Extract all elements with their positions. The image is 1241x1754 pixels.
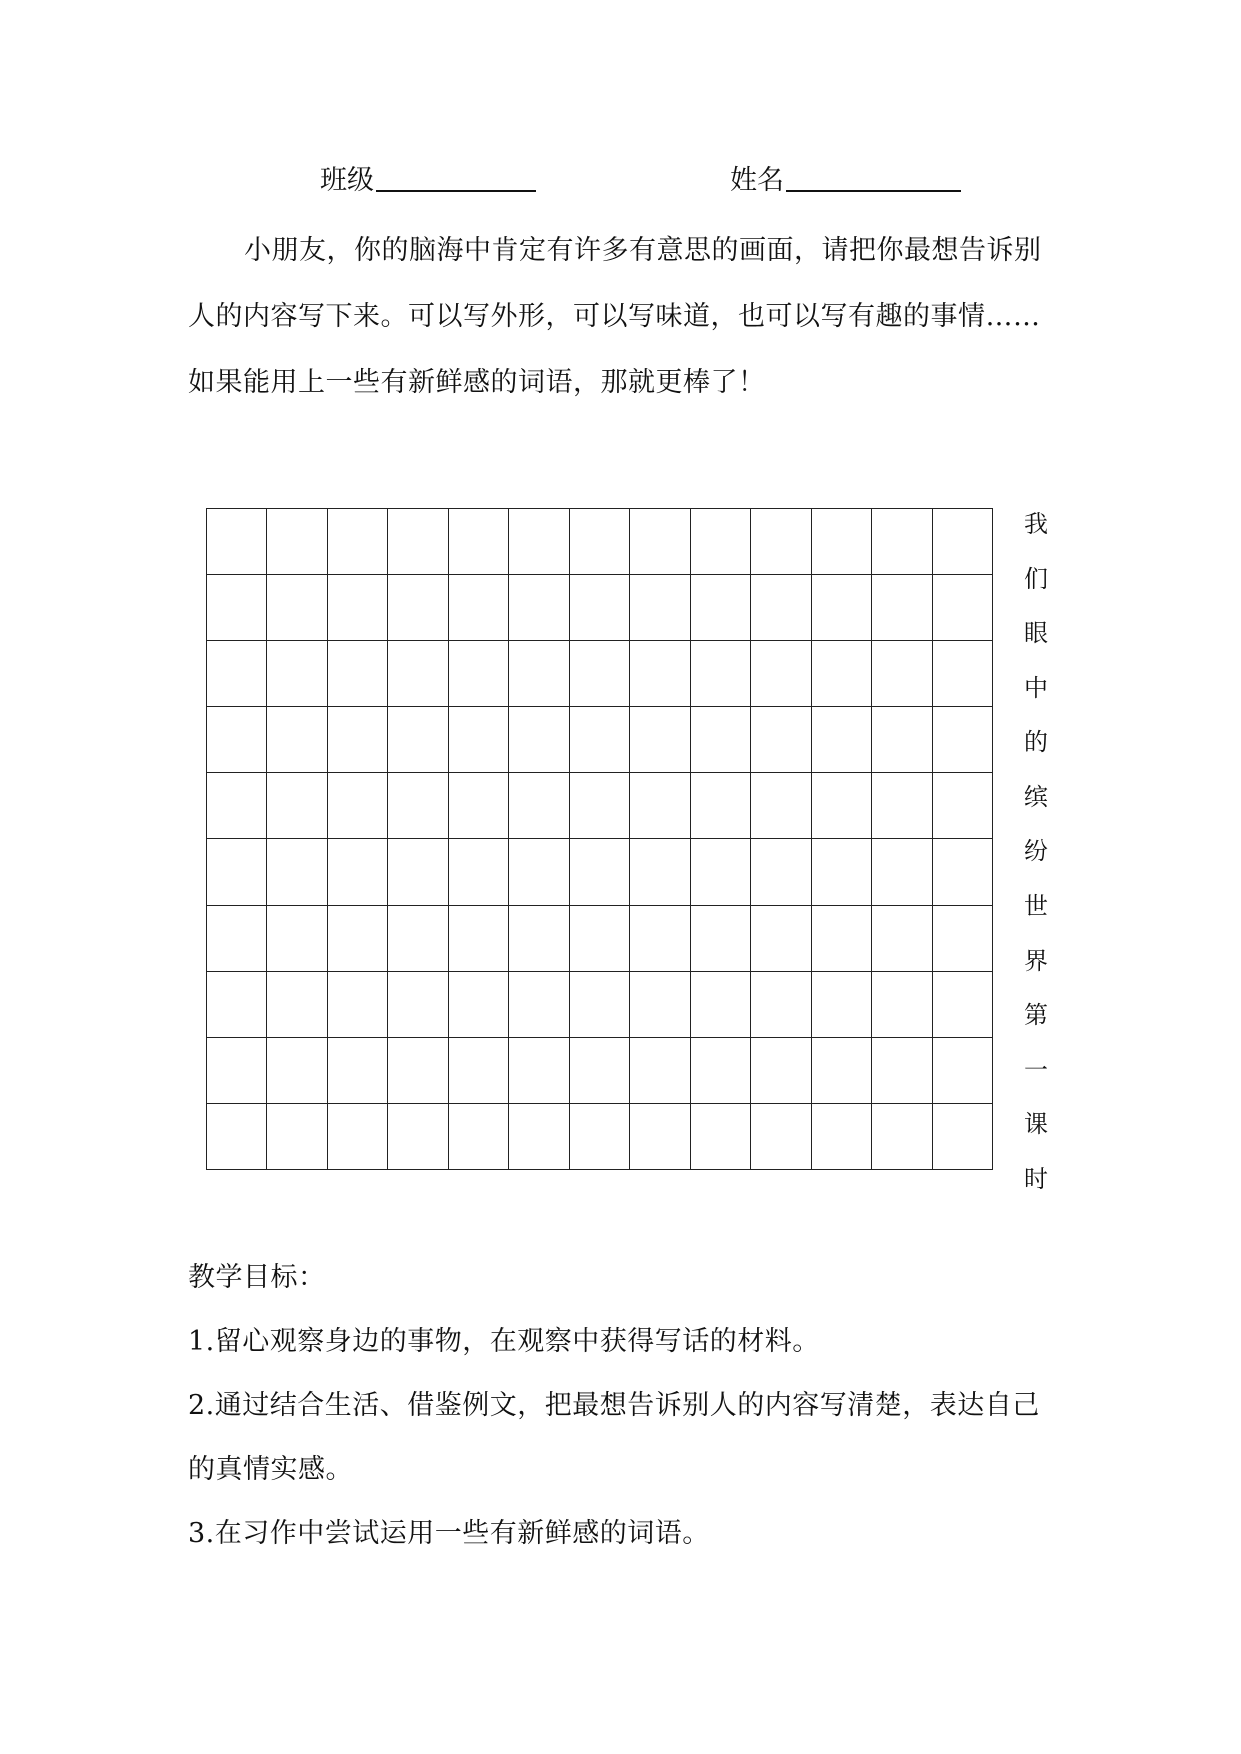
grid-cell[interactable]	[691, 773, 751, 839]
grid-cell[interactable]	[691, 641, 751, 707]
vertical-title-char: 缤	[1024, 782, 1048, 811]
grid-cell[interactable]	[872, 906, 932, 972]
grid-cell[interactable]	[328, 707, 388, 773]
grid-cell[interactable]	[812, 906, 872, 972]
grid-cell[interactable]	[691, 1104, 751, 1170]
grid-cell[interactable]	[812, 641, 872, 707]
grid-cell[interactable]	[388, 906, 448, 972]
grid-cell[interactable]	[751, 707, 811, 773]
grid-cell[interactable]	[570, 972, 630, 1038]
grid-cell[interactable]	[267, 972, 327, 1038]
grid-cell[interactable]	[449, 1038, 509, 1104]
grid-cell[interactable]	[267, 641, 327, 707]
grid-cell[interactable]	[509, 1104, 569, 1170]
grid-cell[interactable]	[207, 575, 267, 641]
grid-cell[interactable]	[933, 641, 993, 707]
grid-cell[interactable]	[812, 972, 872, 1038]
grid-cell[interactable]	[812, 509, 872, 575]
grid-cell[interactable]	[267, 839, 327, 905]
grid-cell[interactable]	[207, 773, 267, 839]
vertical-title-char: 课	[1024, 1110, 1048, 1139]
grid-cell[interactable]	[328, 1104, 388, 1170]
grid-cell[interactable]	[509, 509, 569, 575]
name-field	[730, 160, 961, 202]
grid-cell[interactable]	[872, 773, 932, 839]
grid-cell[interactable]	[691, 839, 751, 905]
grid-cell[interactable]	[812, 773, 872, 839]
vertical-title-char: 第	[1024, 1001, 1048, 1030]
grid-cell[interactable]	[328, 641, 388, 707]
grid-cell[interactable]	[751, 773, 811, 839]
grid-cell[interactable]	[812, 1038, 872, 1104]
grid-cell[interactable]	[872, 575, 932, 641]
objective-item: 1.留心观察身边的事物，在观察中获得写话的材料。	[188, 1326, 820, 1357]
grid-cell[interactable]	[267, 1104, 327, 1170]
grid-cell[interactable]	[570, 839, 630, 905]
grid-cell[interactable]	[812, 839, 872, 905]
grid-cell[interactable]	[630, 906, 690, 972]
grid-cell[interactable]	[388, 641, 448, 707]
grid-cell[interactable]	[933, 839, 993, 905]
grid-cell[interactable]	[933, 707, 993, 773]
grid-cell[interactable]	[691, 707, 751, 773]
grid-cell[interactable]	[449, 641, 509, 707]
grid-cell[interactable]	[328, 575, 388, 641]
grid-cell[interactable]	[933, 575, 993, 641]
intro-paragraph: 小朋友，你的脑海中肯定有许多有意思的画面，请把你最想告诉别人的内容写下来。可以写外形，可以写味道，也可以写有趣的事情……如果能用上一些有新鲜感的词语，那就更棒了！	[188, 235, 1042, 398]
grid-cell[interactable]	[207, 1038, 267, 1104]
grid-cell[interactable]	[570, 773, 630, 839]
vertical-title-char: 时	[1024, 1164, 1048, 1193]
vertical-title-char: 们	[1024, 564, 1048, 593]
grid-cell[interactable]	[388, 1038, 448, 1104]
class-blank-line[interactable]	[376, 160, 536, 192]
grid-cell[interactable]	[872, 707, 932, 773]
grid-cell[interactable]	[267, 509, 327, 575]
grid-cell[interactable]	[509, 773, 569, 839]
grid-cell[interactable]	[630, 972, 690, 1038]
grid-cell[interactable]	[630, 1038, 690, 1104]
grid-cell[interactable]	[388, 839, 448, 905]
grid-cell[interactable]	[630, 839, 690, 905]
grid-cell[interactable]	[630, 1104, 690, 1170]
grid-cell[interactable]	[933, 1104, 993, 1170]
grid-cell[interactable]	[449, 509, 509, 575]
grid-cell[interactable]	[207, 707, 267, 773]
grid-cell[interactable]	[630, 641, 690, 707]
grid-cell[interactable]	[872, 641, 932, 707]
grid-cell[interactable]	[933, 906, 993, 972]
grid-cell[interactable]	[751, 641, 811, 707]
grid-cell[interactable]	[509, 707, 569, 773]
grid-cell[interactable]	[449, 1104, 509, 1170]
grid-cell[interactable]	[388, 773, 448, 839]
grid-cell[interactable]	[267, 575, 327, 641]
grid-cell[interactable]	[751, 1104, 811, 1170]
grid-cell[interactable]	[751, 839, 811, 905]
grid-cell[interactable]	[388, 575, 448, 641]
grid-cell[interactable]	[570, 1038, 630, 1104]
grid-cell[interactable]	[509, 641, 569, 707]
grid-cell[interactable]	[207, 972, 267, 1038]
grid-cell[interactable]	[751, 575, 811, 641]
grid-cell[interactable]	[509, 839, 569, 905]
objective-item: 3.在习作中尝试运用一些有新鲜感的词语。	[188, 1518, 710, 1549]
grid-cell[interactable]	[509, 972, 569, 1038]
grid-cell[interactable]	[751, 509, 811, 575]
name-blank-line[interactable]	[786, 160, 961, 192]
grid-cell[interactable]	[933, 773, 993, 839]
grid-cell[interactable]	[388, 707, 448, 773]
grid-cell[interactable]	[570, 509, 630, 575]
grid-cell[interactable]	[267, 906, 327, 972]
grid-cell[interactable]	[388, 1104, 448, 1170]
grid-cell[interactable]	[509, 906, 569, 972]
grid-cell[interactable]	[630, 773, 690, 839]
grid-cell[interactable]	[691, 1038, 751, 1104]
grid-cell[interactable]	[449, 707, 509, 773]
grid-cell[interactable]	[449, 839, 509, 905]
grid-cell[interactable]	[751, 906, 811, 972]
grid-cell[interactable]	[207, 906, 267, 972]
grid-cell[interactable]	[449, 906, 509, 972]
grid-cell[interactable]	[933, 972, 993, 1038]
name-label: 姓名	[730, 165, 784, 196]
grid-cell[interactable]	[933, 509, 993, 575]
vertical-lesson-title	[1018, 504, 1054, 1194]
objective-item: 2.通过结合生活、借鉴例文，把最想告诉别人的内容写清楚，表达自己的真情实感。	[188, 1390, 1040, 1485]
grid-cell[interactable]	[872, 839, 932, 905]
grid-cell[interactable]	[328, 972, 388, 1038]
grid-cell[interactable]	[207, 1104, 267, 1170]
grid-cell[interactable]	[812, 575, 872, 641]
grid-cell[interactable]	[570, 575, 630, 641]
grid-cell[interactable]	[449, 773, 509, 839]
grid-cell[interactable]	[267, 707, 327, 773]
vertical-title-char: 眼	[1024, 619, 1048, 648]
grid-cell[interactable]	[570, 641, 630, 707]
grid-cell[interactable]	[388, 972, 448, 1038]
grid-cell[interactable]	[267, 773, 327, 839]
grid-cell[interactable]	[812, 707, 872, 773]
grid-cell[interactable]	[691, 972, 751, 1038]
grid-cell[interactable]	[328, 509, 388, 575]
grid-cell[interactable]	[328, 839, 388, 905]
grid-cell[interactable]	[812, 1104, 872, 1170]
grid-cell[interactable]	[449, 972, 509, 1038]
grid-cell[interactable]	[207, 839, 267, 905]
grid-cell[interactable]	[872, 1104, 932, 1170]
grid-cell[interactable]	[751, 972, 811, 1038]
grid-cell[interactable]	[570, 707, 630, 773]
grid-cell[interactable]	[328, 773, 388, 839]
grid-cell[interactable]	[630, 575, 690, 641]
grid-cell[interactable]	[691, 575, 751, 641]
grid-cell[interactable]	[570, 1104, 630, 1170]
vertical-title-char: 纷	[1024, 837, 1048, 866]
grid-cell[interactable]	[691, 906, 751, 972]
grid-cell[interactable]	[207, 641, 267, 707]
grid-cell[interactable]	[328, 906, 388, 972]
vertical-title-char: 界	[1024, 946, 1048, 975]
teaching-objectives	[188, 1246, 1058, 1566]
class-label: 班级	[320, 165, 374, 196]
grid-cell[interactable]	[872, 509, 932, 575]
grid-cell[interactable]	[267, 1038, 327, 1104]
grid-cell[interactable]	[933, 1038, 993, 1104]
writing-grid[interactable]	[206, 508, 993, 1170]
grid-cell[interactable]	[691, 509, 751, 575]
class-field	[320, 160, 536, 202]
objectives-heading: 教学目标：	[188, 1262, 326, 1293]
vertical-title-char: 中	[1024, 673, 1048, 702]
grid-cell[interactable]	[328, 1038, 388, 1104]
grid-cell[interactable]	[388, 509, 448, 575]
grid-cell[interactable]	[509, 575, 569, 641]
grid-cell[interactable]	[630, 509, 690, 575]
grid-cell[interactable]	[751, 1038, 811, 1104]
grid-cell[interactable]	[630, 707, 690, 773]
grid-cell[interactable]	[872, 1038, 932, 1104]
grid-cell[interactable]	[449, 575, 509, 641]
vertical-title-char: 世	[1024, 892, 1048, 921]
grid-cell[interactable]	[207, 509, 267, 575]
grid-cell[interactable]	[570, 906, 630, 972]
grid-cell[interactable]	[872, 972, 932, 1038]
vertical-title-char: 一	[1024, 1055, 1048, 1084]
vertical-title-char: 我	[1024, 510, 1048, 538]
grid-cell[interactable]	[509, 1038, 569, 1104]
vertical-title-char: 的	[1024, 728, 1048, 757]
